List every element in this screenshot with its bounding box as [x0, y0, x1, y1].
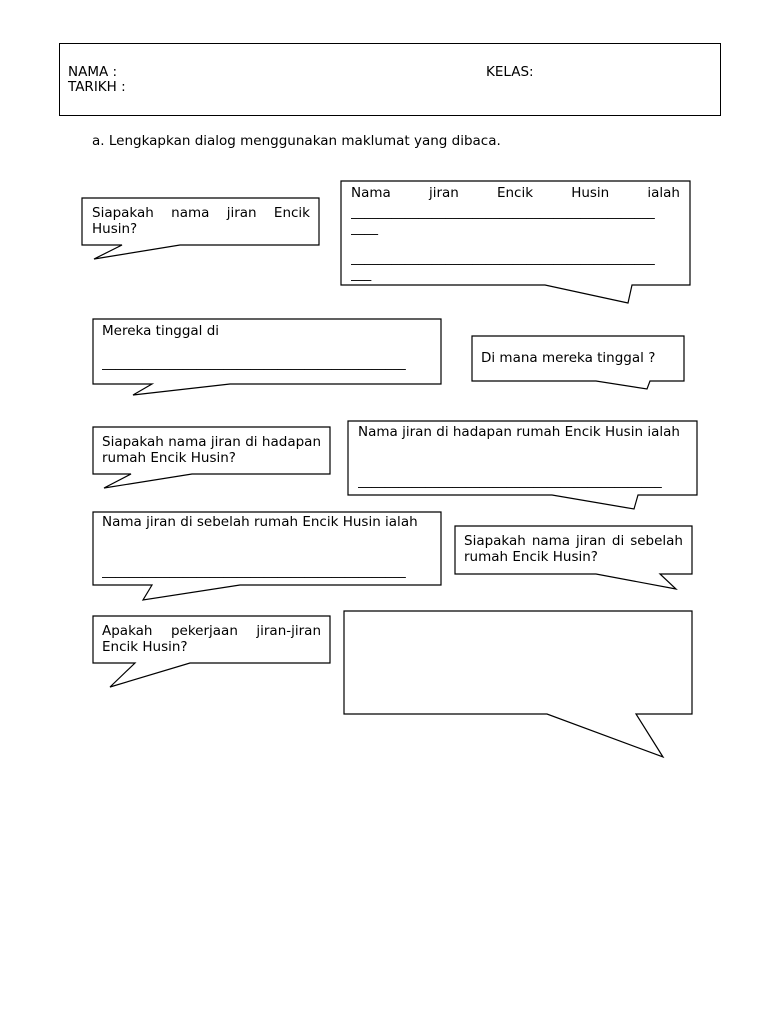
kelas-label: KELAS:: [486, 64, 534, 80]
answer-3-blank-line[interactable]: _____________________________________________: [358, 473, 662, 489]
answer-2-blank-line[interactable]: _____________________________________________: [102, 355, 406, 371]
question-3-text: Siapakah nama jiran di hadapan rumah Encik Husin?: [102, 434, 321, 466]
answer-4-blank-line[interactable]: _____________________________________________: [102, 563, 406, 579]
tarikh-label: TARIKH :: [68, 79, 126, 95]
answer-1-blank-line[interactable]: _____________________________________________: [351, 250, 655, 266]
answer-2-lead: Mereka tinggal di: [102, 323, 220, 339]
question-1-text: Siapakah nama jiran Encik Husin?: [92, 205, 310, 237]
answer-5-area[interactable]: [354, 620, 682, 705]
answer-3-lead: Nama jiran di hadapan rumah Encik Husin ialah: [358, 424, 680, 440]
answer-1-blank-line[interactable]: _____________________________________________: [351, 204, 655, 220]
answer-1-blank-line[interactable]: ___: [351, 266, 372, 282]
nama-label: NAMA :: [68, 64, 118, 80]
question-4-text: Siapakah nama jiran di sebelah rumah Encik Husin?: [464, 533, 683, 565]
answer-1-lead: Nama jiran Encik Husin ialah: [351, 185, 680, 201]
instruction-text: a. Lengkapkan dialog menggunakan maklumat yang dibaca.: [92, 133, 501, 149]
answer-4-lead: Nama jiran di sebelah rumah Encik Husin ialah: [102, 514, 418, 530]
question-5-text: Apakah pekerjaan jiran-jiran Encik Husin?: [102, 623, 321, 655]
question-2-text: Di mana mereka tinggal ?: [481, 350, 656, 366]
answer-1-blank-line[interactable]: ____: [351, 220, 378, 236]
